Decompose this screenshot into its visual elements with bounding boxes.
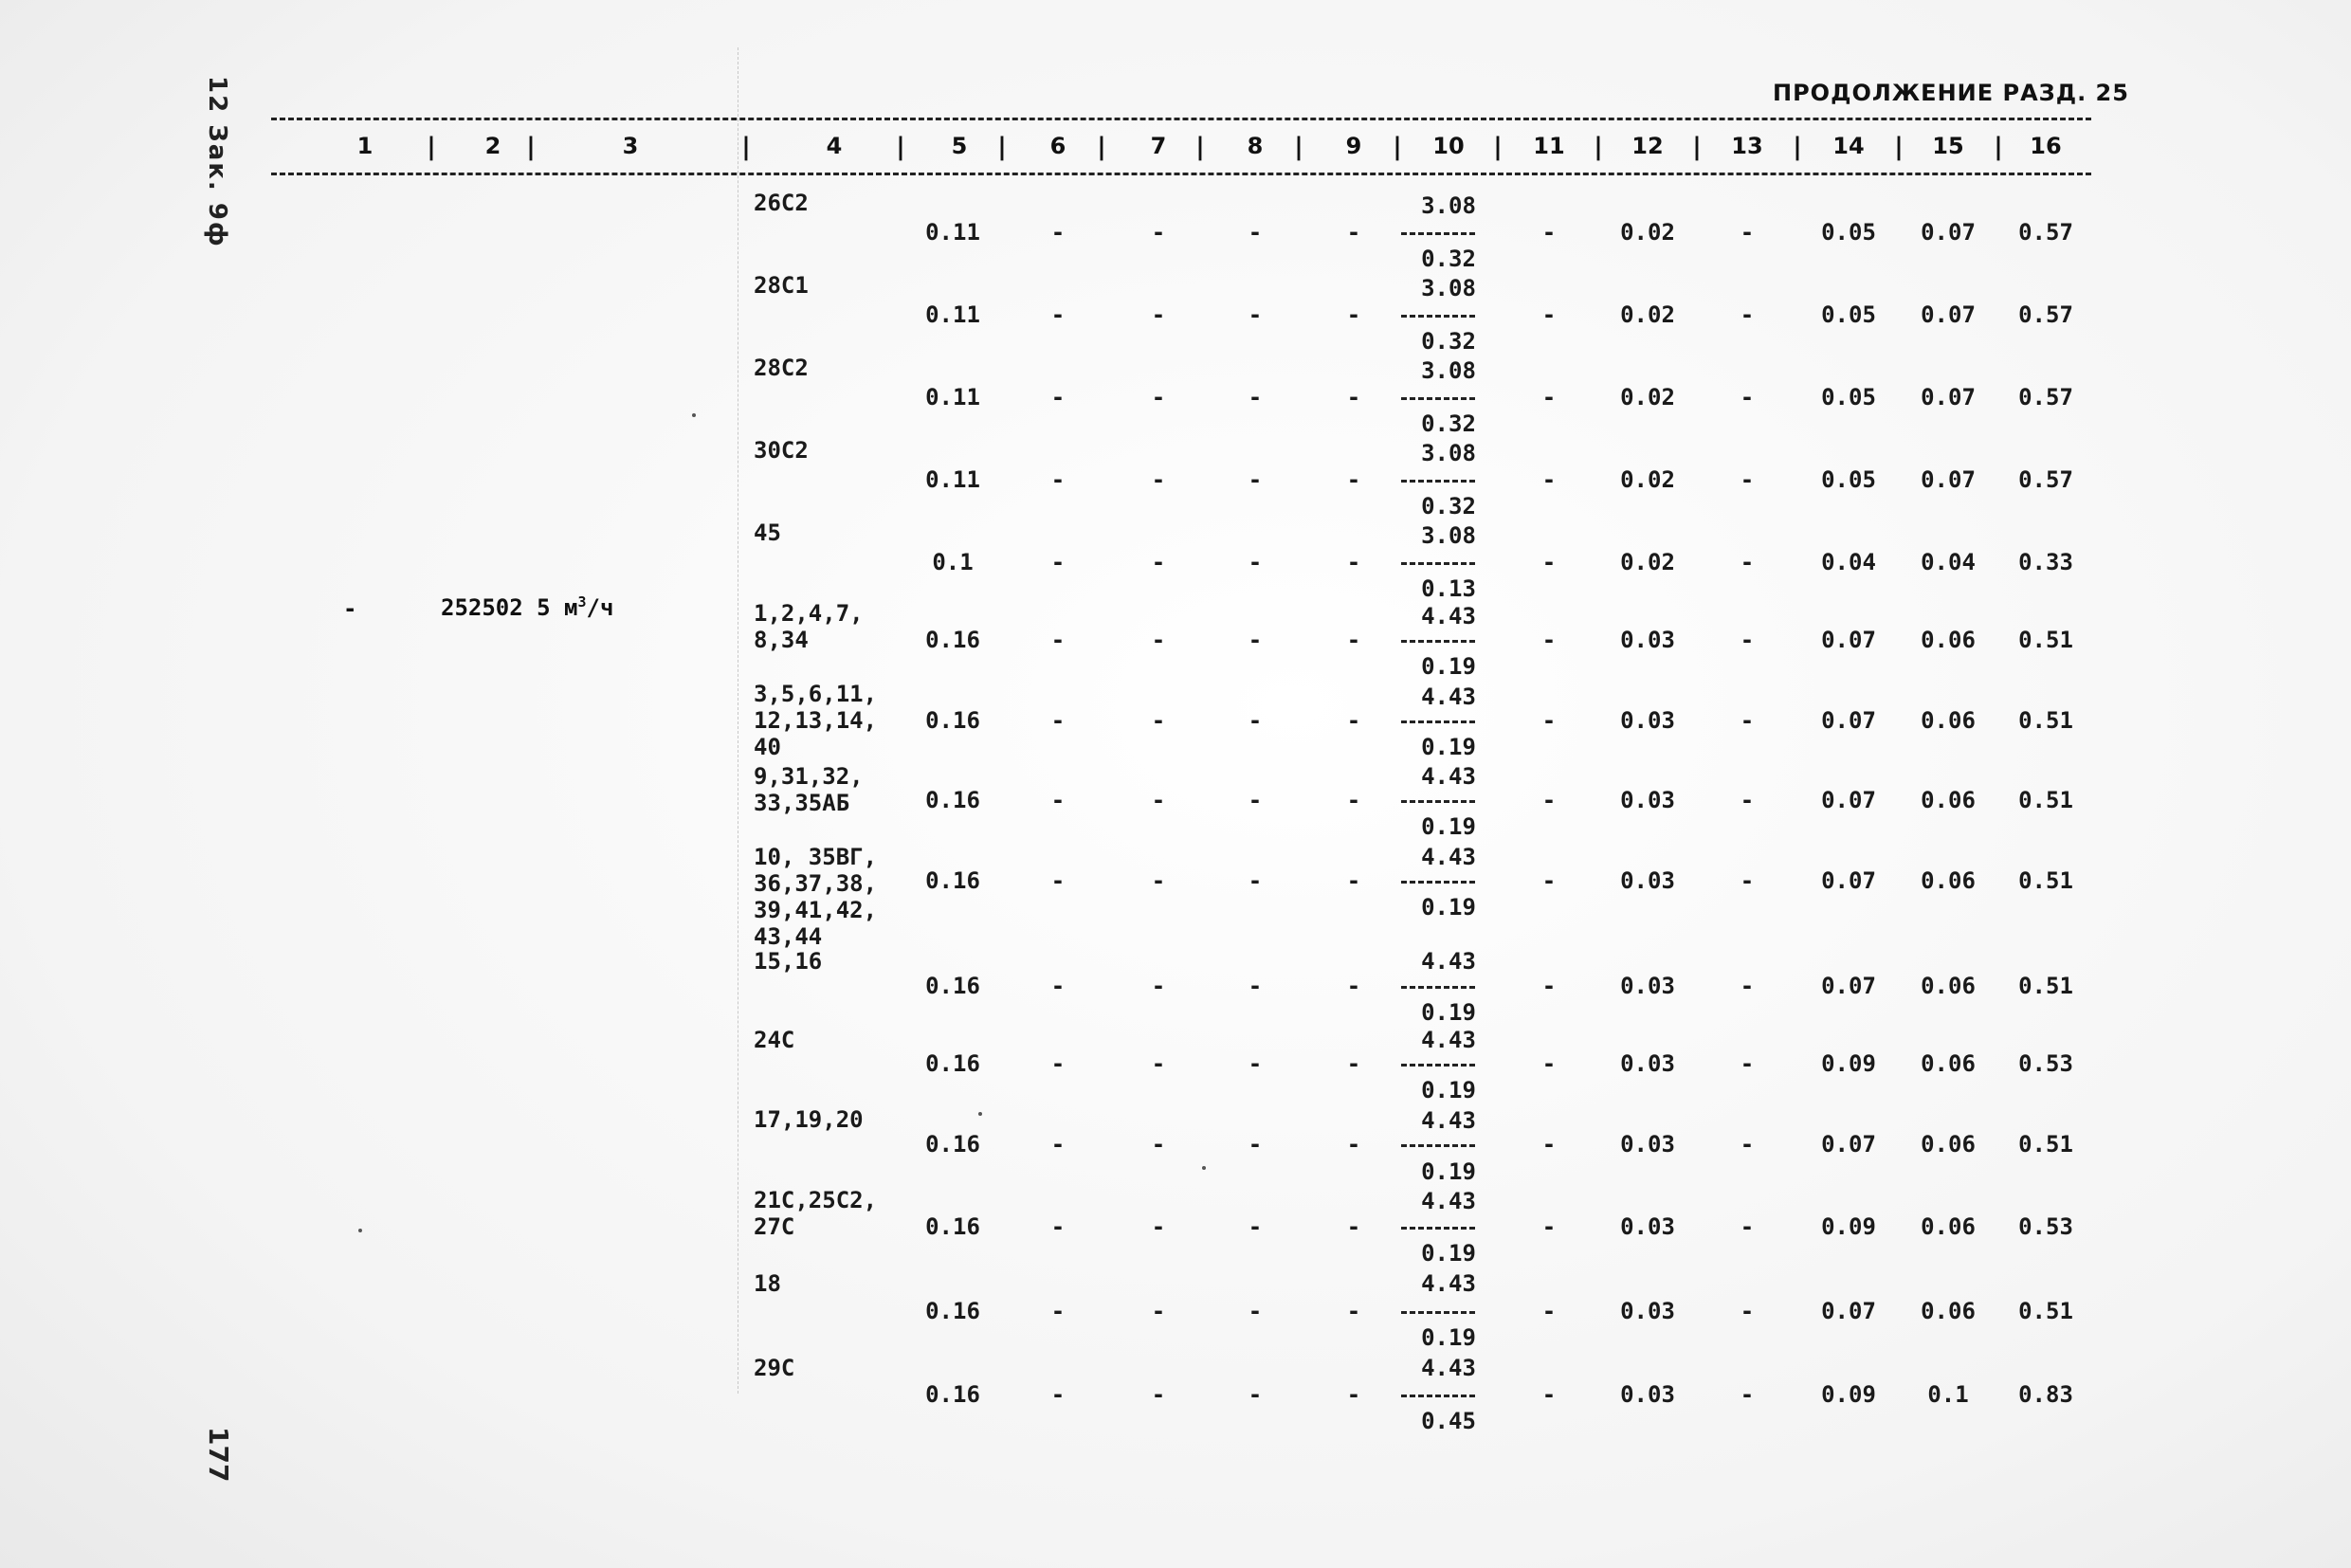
cell-c14: 0.09	[1821, 1050, 1876, 1077]
cell-c6-dash: -	[1050, 1213, 1066, 1240]
cell-c6-dash: -	[1050, 787, 1066, 813]
cell-c15: 0.06	[1921, 867, 1976, 894]
cell-c7-dash: -	[1151, 973, 1166, 999]
cell-c9-dash: -	[1346, 1050, 1361, 1077]
cell-c12: 0.02	[1620, 219, 1675, 246]
fraction-line	[1401, 640, 1475, 643]
column-header-2: 2	[484, 133, 501, 159]
cell-c14: 0.04	[1821, 549, 1876, 575]
column-header-5: 5	[951, 133, 968, 159]
cell-c10-numerator: 4.43	[1421, 684, 1476, 710]
cell-c16: 0.83	[2018, 1381, 2073, 1408]
cell-c11-dash: -	[1541, 973, 1557, 999]
cell-c9-dash: -	[1346, 1131, 1361, 1158]
cell-c11-dash: -	[1541, 301, 1557, 328]
column-header-14: 14	[1832, 133, 1865, 159]
column-separator: |	[526, 133, 536, 161]
cell-c9-dash: -	[1346, 1213, 1361, 1240]
cell-c10-numerator: 3.08	[1421, 522, 1476, 549]
cell-c11-dash: -	[1541, 1050, 1557, 1077]
cell-c6-dash: -	[1050, 627, 1066, 653]
cell-c12: 0.03	[1620, 867, 1675, 894]
cell-c10-numerator: 4.43	[1421, 948, 1476, 975]
cell-c13-dash: -	[1740, 1213, 1755, 1240]
cell-c8-dash: -	[1248, 787, 1263, 813]
cell-c9-dash: -	[1346, 627, 1361, 653]
cell-c12: 0.03	[1620, 1213, 1675, 1240]
cell-c13-dash: -	[1740, 301, 1755, 328]
cell-c11-dash: -	[1541, 1131, 1557, 1158]
cell-c13-dash: -	[1740, 973, 1755, 999]
cell-c11-dash: -	[1541, 1381, 1557, 1408]
column-separator: |	[1493, 133, 1503, 161]
speck	[358, 1229, 362, 1232]
cell-c13-dash: -	[1740, 1131, 1755, 1158]
cell-c12: 0.03	[1620, 787, 1675, 813]
cell-c15: 0.06	[1921, 787, 1976, 813]
cell-c6-dash: -	[1050, 1050, 1066, 1077]
cell-c10-denominator: 0.19	[1421, 1158, 1476, 1185]
cell-c8-dash: -	[1248, 219, 1263, 246]
cell-c10-numerator: 4.43	[1421, 1355, 1476, 1381]
cell-c6-dash: -	[1050, 219, 1066, 246]
group-col3-unit: /ч	[586, 594, 614, 621]
order-label: 12 Зак. 9ф	[203, 76, 231, 248]
cell-c16: 0.57	[2018, 219, 2073, 246]
fraction-line	[1401, 1144, 1475, 1147]
cell-c10-numerator: 4.43	[1421, 1107, 1476, 1134]
row-label: 26С2	[754, 190, 809, 216]
continuation-title: ПРОДОЛЖЕНИЕ РАЗД. 25	[1773, 80, 2129, 106]
cell-c6-dash: -	[1050, 1381, 1066, 1408]
column-header-13: 13	[1731, 133, 1763, 159]
cell-c10-numerator: 3.08	[1421, 357, 1476, 384]
fraction-line	[1401, 1311, 1475, 1314]
cell-c10-denominator: 0.19	[1421, 734, 1476, 760]
cell-c10-denominator: 0.45	[1421, 1408, 1476, 1434]
cell-c12: 0.03	[1620, 1381, 1675, 1408]
column-separator: |	[427, 133, 436, 161]
cell-c13-dash: -	[1740, 1381, 1755, 1408]
cell-c14: 0.05	[1821, 384, 1876, 410]
cell-c15: 0.04	[1921, 549, 1976, 575]
column-separator: |	[896, 133, 905, 161]
row-label: 9,31,32, 33,35АБ	[754, 763, 864, 816]
cell-c12: 0.03	[1620, 1298, 1675, 1324]
cell-c7-dash: -	[1151, 627, 1166, 653]
row-label: 28С1	[754, 272, 809, 299]
cell-c14: 0.05	[1821, 219, 1876, 246]
row-label: 30С2	[754, 437, 809, 464]
cell-c8-dash: -	[1248, 867, 1263, 894]
cell-c15: 0.06	[1921, 627, 1976, 653]
row-label: 28С2	[754, 355, 809, 381]
row-label: 10, 35ВГ, 36,37,38, 39,41,42, 43,44	[754, 844, 878, 950]
cell-c9-dash: -	[1346, 973, 1361, 999]
column-header-15: 15	[1932, 133, 1964, 159]
cell-c16: 0.51	[2018, 707, 2073, 734]
cell-c14: 0.05	[1821, 301, 1876, 328]
column-separator: |	[997, 133, 1007, 161]
cell-c12: 0.02	[1620, 301, 1675, 328]
column-separator: |	[1894, 133, 1904, 161]
row-label: 17,19,20	[754, 1106, 864, 1133]
cell-c8-dash: -	[1248, 627, 1263, 653]
cell-c13-dash: -	[1740, 627, 1755, 653]
cell-c10-denominator: 0.19	[1421, 813, 1476, 840]
cell-c5: 0.16	[925, 1298, 980, 1324]
cell-c10-numerator: 3.08	[1421, 440, 1476, 466]
column-header-1: 1	[356, 133, 374, 159]
column-header-4: 4	[826, 133, 843, 159]
cell-c10-denominator: 0.32	[1421, 328, 1476, 355]
cell-c7-dash: -	[1151, 384, 1166, 410]
cell-c16: 0.51	[2018, 1298, 2073, 1324]
cell-c5: 0.16	[925, 973, 980, 999]
row-label: 24С	[754, 1027, 795, 1053]
cell-c15: 0.07	[1921, 466, 1976, 493]
cell-c5: 0.16	[925, 1213, 980, 1240]
cell-c9-dash: -	[1346, 219, 1361, 246]
fraction-line	[1401, 1227, 1475, 1230]
row-label: 29С	[754, 1355, 795, 1381]
cell-c6-dash: -	[1050, 549, 1066, 575]
row-label: 1,2,4,7, 8,34	[754, 600, 864, 653]
cell-c12: 0.03	[1620, 627, 1675, 653]
cell-c10-denominator: 0.19	[1421, 1240, 1476, 1267]
cell-c12: 0.03	[1620, 973, 1675, 999]
cell-c8-dash: -	[1248, 466, 1263, 493]
cell-c7-dash: -	[1151, 1381, 1166, 1408]
column-separator: |	[1793, 133, 1802, 161]
cell-c11-dash: -	[1541, 867, 1557, 894]
cell-c8-dash: -	[1248, 549, 1263, 575]
cell-c9-dash: -	[1346, 867, 1361, 894]
cell-c16: 0.57	[2018, 301, 2073, 328]
column-separator: |	[1195, 133, 1205, 161]
cell-c7-dash: -	[1151, 1050, 1166, 1077]
cell-c14: 0.07	[1821, 973, 1876, 999]
group-col3-superscript: 3	[577, 593, 587, 611]
cell-c15: 0.06	[1921, 973, 1976, 999]
cell-c8-dash: -	[1248, 973, 1263, 999]
fraction-line	[1401, 397, 1475, 400]
column-header-6: 6	[1049, 133, 1066, 159]
cell-c16: 0.51	[2018, 973, 2073, 999]
fraction-line	[1401, 1064, 1475, 1067]
cell-c13-dash: -	[1740, 1050, 1755, 1077]
fraction-line	[1401, 881, 1475, 884]
cell-c11-dash: -	[1541, 466, 1557, 493]
group-col3-value	[441, 593, 613, 621]
column-separator: |	[1097, 133, 1106, 161]
cell-c11-dash: -	[1541, 627, 1557, 653]
cell-c5: 0.11	[925, 301, 980, 328]
cell-c5: 0.16	[925, 867, 980, 894]
cell-c15: 0.07	[1921, 384, 1976, 410]
fraction-line	[1401, 480, 1475, 483]
cell-c7-dash: -	[1151, 549, 1166, 575]
fraction-line	[1401, 232, 1475, 235]
cell-c11-dash: -	[1541, 707, 1557, 734]
cell-c10-numerator: 4.43	[1421, 1188, 1476, 1214]
cell-c13-dash: -	[1740, 549, 1755, 575]
cell-c10-denominator: 0.32	[1421, 410, 1476, 437]
cell-c15: 0.06	[1921, 707, 1976, 734]
column-header-9: 9	[1345, 133, 1362, 159]
cell-c16: 0.57	[2018, 466, 2073, 493]
cell-c5: 0.16	[925, 707, 980, 734]
cell-c7-dash: -	[1151, 219, 1166, 246]
cell-c10-numerator: 4.43	[1421, 1270, 1476, 1297]
cell-c14: 0.07	[1821, 867, 1876, 894]
column-separator: |	[1994, 133, 2003, 161]
fraction-line	[1401, 1395, 1475, 1397]
cell-c10-numerator: 3.08	[1421, 192, 1476, 219]
column-header-8: 8	[1247, 133, 1264, 159]
cell-c11-dash: -	[1541, 787, 1557, 813]
cell-c7-dash: -	[1151, 707, 1166, 734]
cell-c13-dash: -	[1740, 787, 1755, 813]
row-label: 18	[754, 1270, 781, 1297]
cell-c5: 0.16	[925, 1050, 980, 1077]
cell-c5: 0.11	[925, 384, 980, 410]
cell-c6-dash: -	[1050, 1298, 1066, 1324]
cell-c14: 0.09	[1821, 1213, 1876, 1240]
cell-c8-dash: -	[1248, 301, 1263, 328]
cell-c11-dash: -	[1541, 1298, 1557, 1324]
fraction-line	[1401, 800, 1475, 803]
column-header-16: 16	[2030, 133, 2062, 159]
column-header-12: 12	[1631, 133, 1664, 159]
cell-c7-dash: -	[1151, 867, 1166, 894]
cell-c12: 0.02	[1620, 466, 1675, 493]
cell-c10-numerator: 4.43	[1421, 603, 1476, 629]
cell-c9-dash: -	[1346, 787, 1361, 813]
cell-c5: 0.16	[925, 1131, 980, 1158]
speck	[692, 413, 696, 417]
fraction-line	[1401, 562, 1475, 565]
cell-c9-dash: -	[1346, 384, 1361, 410]
fraction-line	[1401, 720, 1475, 723]
cell-c7-dash: -	[1151, 1213, 1166, 1240]
cell-c10-denominator: 0.19	[1421, 1324, 1476, 1351]
cell-c10-denominator: 0.19	[1421, 653, 1476, 680]
cell-c7-dash: -	[1151, 466, 1166, 493]
column-header-7: 7	[1150, 133, 1167, 159]
cell-c13-dash: -	[1740, 384, 1755, 410]
cell-c13-dash: -	[1740, 867, 1755, 894]
cell-c5: 0.16	[925, 627, 980, 653]
fraction-line	[1401, 986, 1475, 989]
cell-c12: 0.02	[1620, 384, 1675, 410]
cell-c5: 0.11	[925, 466, 980, 493]
cell-c12: 0.03	[1620, 1131, 1675, 1158]
header-rule-top	[271, 118, 2091, 120]
cell-c5: 0.11	[925, 219, 980, 246]
cell-c15: 0.1	[1927, 1381, 1969, 1408]
cell-c7-dash: -	[1151, 301, 1166, 328]
cell-c6-dash: -	[1050, 466, 1066, 493]
cell-c8-dash: -	[1248, 384, 1263, 410]
cell-c9-dash: -	[1346, 1298, 1361, 1324]
cell-c9-dash: -	[1346, 549, 1361, 575]
cell-c11-dash: -	[1541, 1213, 1557, 1240]
column-header-10: 10	[1432, 133, 1465, 159]
cell-c14: 0.07	[1821, 1298, 1876, 1324]
cell-c15: 0.06	[1921, 1298, 1976, 1324]
cell-c14: 0.07	[1821, 707, 1876, 734]
cell-c13-dash: -	[1740, 219, 1755, 246]
column-separator: |	[1692, 133, 1702, 161]
speck	[978, 1112, 982, 1116]
cell-c6-dash: -	[1050, 1131, 1066, 1158]
cell-c16: 0.51	[2018, 867, 2073, 894]
cell-c11-dash: -	[1541, 549, 1557, 575]
header-rule-bottom	[271, 173, 2091, 175]
cell-c10-denominator: 0.19	[1421, 999, 1476, 1026]
cell-c10-denominator: 0.19	[1421, 894, 1476, 921]
cell-c7-dash: -	[1151, 1131, 1166, 1158]
cell-c8-dash: -	[1248, 1298, 1263, 1324]
column-separator: |	[741, 133, 751, 161]
cell-c5: 0.16	[925, 787, 980, 813]
row-label: 15,16	[754, 948, 823, 975]
cell-c10-denominator: 0.19	[1421, 1077, 1476, 1103]
cell-c15: 0.07	[1921, 301, 1976, 328]
cell-c9-dash: -	[1346, 1381, 1361, 1408]
cell-c15: 0.06	[1921, 1131, 1976, 1158]
cell-c13-dash: -	[1740, 707, 1755, 734]
cell-c14: 0.07	[1821, 787, 1876, 813]
cell-c6-dash: -	[1050, 707, 1066, 734]
cell-c6-dash: -	[1050, 301, 1066, 328]
column-header-3: 3	[622, 133, 639, 159]
cell-c16: 0.51	[2018, 787, 2073, 813]
cell-c14: 0.05	[1821, 466, 1876, 493]
column-separator: |	[1594, 133, 1603, 161]
cell-c15: 0.07	[1921, 219, 1976, 246]
cell-c16: 0.53	[2018, 1213, 2073, 1240]
cell-c12: 0.03	[1620, 707, 1675, 734]
column-separator: |	[1393, 133, 1402, 161]
cell-c8-dash: -	[1248, 1381, 1263, 1408]
cell-c12: 0.03	[1620, 1050, 1675, 1077]
row-label: 21С,25С2, 27С	[754, 1187, 878, 1240]
cell-c10-denominator: 0.32	[1421, 246, 1476, 272]
cell-c8-dash: -	[1248, 1050, 1263, 1077]
cell-c14: 0.09	[1821, 1381, 1876, 1408]
cell-c11-dash: -	[1541, 384, 1557, 410]
cell-c14: 0.07	[1821, 1131, 1876, 1158]
row-label: 3,5,6,11, 12,13,14, 40	[754, 681, 878, 760]
cell-c8-dash: -	[1248, 1131, 1263, 1158]
cell-c5: 0.1	[932, 549, 974, 575]
cell-c9-dash: -	[1346, 301, 1361, 328]
cell-c10-denominator: 0.32	[1421, 493, 1476, 520]
cell-c10-numerator: 4.43	[1421, 844, 1476, 870]
cell-c10-numerator: 4.43	[1421, 1027, 1476, 1053]
column-separator: |	[1294, 133, 1303, 161]
cell-c10-denominator: 0.13	[1421, 575, 1476, 602]
cell-c13-dash: -	[1740, 466, 1755, 493]
cell-c7-dash: -	[1151, 1298, 1166, 1324]
group-col1-value: -	[343, 595, 357, 622]
cell-c8-dash: -	[1248, 1213, 1263, 1240]
page-number: 177	[203, 1427, 234, 1483]
cell-c6-dash: -	[1050, 973, 1066, 999]
group-col3-text: 252502 5 м	[441, 594, 578, 621]
cell-c11-dash: -	[1541, 219, 1557, 246]
cell-c16: 0.51	[2018, 1131, 2073, 1158]
cell-c16: 0.57	[2018, 384, 2073, 410]
speck	[1202, 1166, 1206, 1170]
cell-c15: 0.06	[1921, 1050, 1976, 1077]
cell-c12: 0.02	[1620, 549, 1675, 575]
cell-c10-numerator: 3.08	[1421, 275, 1476, 301]
row-label: 45	[754, 520, 781, 546]
cell-c6-dash: -	[1050, 384, 1066, 410]
cell-c16: 0.51	[2018, 627, 2073, 653]
cell-c10-numerator: 4.43	[1421, 763, 1476, 790]
cell-c16: 0.53	[2018, 1050, 2073, 1077]
cell-c9-dash: -	[1346, 466, 1361, 493]
cell-c14: 0.07	[1821, 627, 1876, 653]
fraction-line	[1401, 315, 1475, 318]
cell-c7-dash: -	[1151, 787, 1166, 813]
cell-c13-dash: -	[1740, 1298, 1755, 1324]
column-header-11: 11	[1533, 133, 1565, 159]
cell-c16: 0.33	[2018, 549, 2073, 575]
cell-c9-dash: -	[1346, 707, 1361, 734]
cell-c8-dash: -	[1248, 707, 1263, 734]
cell-c15: 0.06	[1921, 1213, 1976, 1240]
cell-c6-dash: -	[1050, 867, 1066, 894]
cell-c5: 0.16	[925, 1381, 980, 1408]
